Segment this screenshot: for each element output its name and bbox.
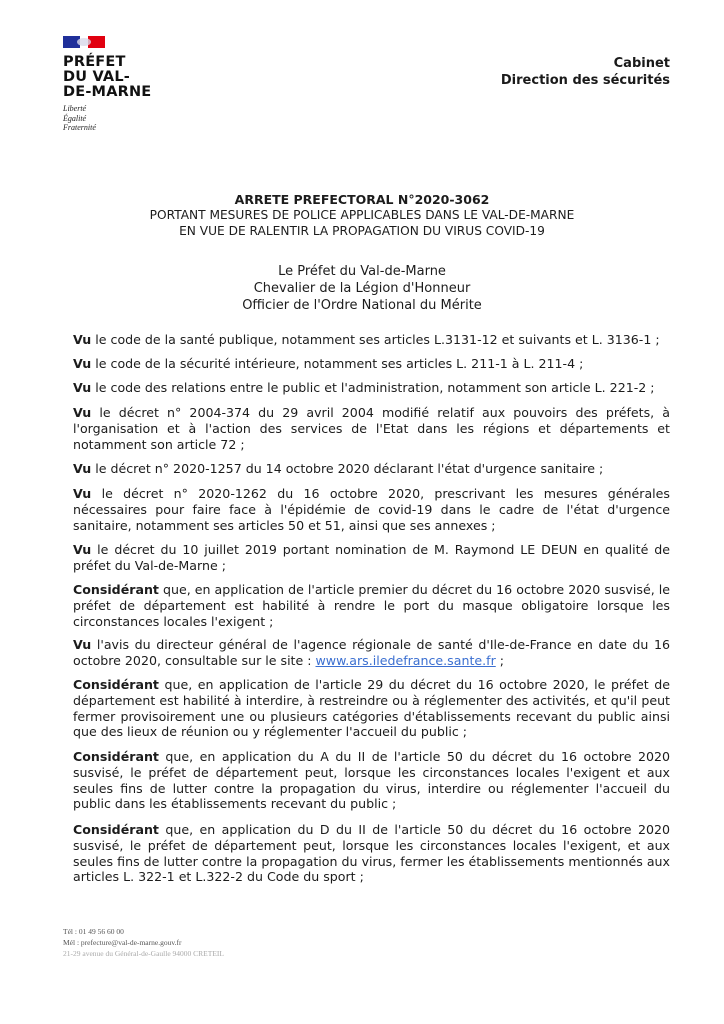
recital-text: le décret du 10 juillet 2019 portant nomination de M. Raymond LE DEUN en qualité de préfet du Val-de-Marne ; [73, 542, 670, 573]
recital-lead: Vu [73, 405, 92, 420]
recital-paragraph [73, 637, 670, 669]
service-header [501, 55, 670, 89]
prefect-line: Officier de l'Ordre National du Mérite [242, 298, 482, 313]
recital-text: l'avis du directeur général de l'agence régionale de santé d'Ile-de-France en date du 16 octobre 2020, consultable sur le site : [73, 637, 670, 668]
decree-subject-line: PORTANT MESURES DE POLICE APPLICABLES DANS LE VAL-DE-MARNE [149, 208, 575, 222]
footer-email: Mél : prefecture@val-de-marne.gouv.fr [63, 938, 182, 947]
recital-paragraph [73, 582, 670, 629]
decree-number: ARRETE PREFECTORAL N°2020-3062 [234, 192, 490, 207]
republic-motto [63, 104, 203, 133]
decree-subject-line: EN VUE DE RALENTIR LA PROPAGATION DU VIRUS COVID-19 [179, 224, 545, 238]
recital-paragraph [73, 822, 670, 885]
recital-lead: Vu [73, 637, 92, 652]
prefect-line: Chevalier de la Légion d'Honneur [253, 281, 471, 296]
recital-text-tail: ; [495, 652, 504, 668]
recital-text: le code de la sécurité intérieure, notamment ses articles L. 211-1 à L. 211-4 ; [91, 356, 584, 371]
marianne-flag-icon [63, 34, 109, 51]
recital-paragraph [73, 356, 670, 372]
recital-text: que, en application de l'article premier du décret du 16 octobre 2020 susvisé, le préfet de département est habilité à rendre le port du masque obligatoire lorsque les circonstances locales l'exigent ; [73, 582, 670, 629]
recital-lead: Vu [73, 486, 92, 501]
org-name [63, 55, 203, 100]
footer-phone: Tél : 01 49 56 60 00 [63, 927, 124, 936]
recital-paragraph [73, 677, 670, 740]
recital-lead: Vu [73, 542, 92, 557]
service-line: Cabinet [613, 56, 670, 71]
org-name-line: PRÉFET [63, 54, 126, 70]
recital-lead: Vu [73, 332, 92, 347]
recital-text: le code des relations entre le public et l'administration, notamment son article L. 221-2 ; [91, 380, 655, 395]
recital-lead: Considérant [73, 749, 159, 764]
recital-text: que, en application de l'article 29 du décret du 16 octobre 2020, le préfet de département est habilité à interdire, à restreindre ou à réglementer des activités, et qu'il peut fermer provisoirement une ou plusieurs catégories d'établissements recevant du public ainsi que des lieux de réunion ou y réglementer l'accueil du public ; [73, 677, 670, 740]
recital-lead: Considérant [73, 582, 159, 597]
recital-lead: Vu [73, 380, 92, 395]
motto-line: Fraternité [63, 123, 96, 132]
prefecture-logo [63, 34, 203, 133]
prefect-line: Le Préfet du Val-de-Marne [278, 264, 446, 279]
recital-text: le code de la santé publique, notamment ses articles L.3131-12 et suivants et L. 3136-1 ; [91, 332, 660, 347]
recital-paragraph [73, 542, 670, 574]
recital-lead: Vu [73, 461, 92, 476]
recital-paragraph [73, 461, 670, 477]
footer-address: 21-29 avenue du Général-de-Gaulle 94000 CRETEIL [63, 949, 224, 958]
motto-line: Liberté [63, 104, 87, 113]
recital-paragraph [73, 749, 670, 812]
recital-paragraph [73, 486, 670, 533]
service-line: Direction des sécurités [500, 73, 670, 88]
recital-lead: Considérant [73, 677, 159, 692]
recital-text: que, en application du D du II de l'article 50 du décret du 16 octobre 2020 susvisé, le préfet de département peut, lorsque les circonstances locales l'exigent, et aux seules fins de lutter contre la propagation du virus, fermer les établissements mentionnés aux articles L. 322-1 et L.322-2 du Code du sport ; [73, 822, 670, 885]
recital-text: que, en application du A du II de l'article 50 du décret du 16 octobre 2020 susvisé, le préfet de département peut, lorsque les circonstances locales l'exigent et aux seules fins de lutter contre la propagation du virus, interdire ou réglementer l'accueil du public dans les établissements recevant du public ; [73, 749, 670, 812]
recital-paragraph [73, 405, 670, 452]
contact-footer [63, 926, 224, 959]
recital-text: le décret n° 2020-1257 du 14 octobre 2020 déclarant l'état d'urgence sanitaire ; [91, 461, 604, 476]
org-name-line: DE-MARNE [63, 84, 152, 100]
recital-text: le décret n° 2004-374 du 29 avril 2004 modifié relatif aux pouvoirs des préfets, à l'organisation et à l'action des services de l'Etat dans les régions et départements et notamment son article 72 ; [73, 405, 670, 452]
recital-paragraph [73, 380, 670, 396]
recital-paragraph [73, 332, 670, 348]
recital-text: le décret n° 2020-1262 du 16 octobre 2020, prescrivant les mesures générales nécessaires pour faire face à l'épidémie de covid-19 dans le cadre de l'état d'urgence sanitaire, notamment ses articles 50 et 51, ainsi que ses annexes ; [73, 486, 670, 533]
recital-lead: Considérant [73, 822, 159, 837]
motto-line: Égalité [63, 113, 87, 123]
recital-lead: Vu [73, 356, 92, 371]
org-name-line: DU VAL- [63, 69, 130, 85]
ars-website-link[interactable]: www.ars.iledefrance.sante.fr [315, 652, 496, 668]
